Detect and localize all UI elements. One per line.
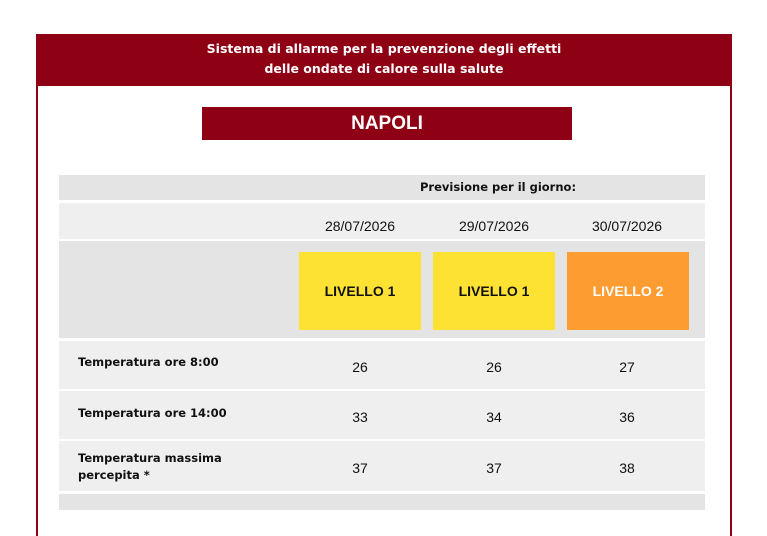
city-title: NAPOLI	[202, 107, 572, 140]
level-badge-day-3: LIVELLO 2	[567, 252, 689, 330]
row-label-temp-8: Temperatura ore 8:00	[78, 355, 219, 369]
table-footer-band	[59, 494, 705, 510]
value-temp-14-day-1: 33	[352, 409, 368, 425]
value-perceived-day-3: 38	[619, 460, 635, 476]
level-badge-day-1: LIVELLO 1	[299, 252, 421, 330]
value-perceived-day-2: 37	[486, 460, 502, 476]
level-badge-day-2: LIVELLO 1	[433, 252, 555, 330]
forecast-label: Previsione per il giorno:	[420, 180, 577, 194]
row-label-line-1: Temperatura massima	[78, 451, 222, 465]
value-perceived-day-1: 37	[352, 460, 368, 476]
date-day-3: 30/07/2026	[591, 218, 663, 234]
date-day-2: 29/07/2026	[458, 218, 530, 234]
header-line-1: Sistema di allarme per la prevenzione degli effetti	[206, 41, 562, 56]
bulletin-header	[36, 34, 732, 86]
header-line-2: delle ondate di calore sulla salute	[264, 61, 504, 76]
value-temp-8-day-1: 26	[352, 359, 368, 375]
value-temp-14-day-3: 36	[619, 409, 635, 425]
value-temp-8-day-2: 26	[486, 359, 502, 375]
date-day-1: 28/07/2026	[324, 218, 396, 234]
row-label-temp-14: Temperatura ore 14:00	[78, 406, 227, 420]
value-temp-8-day-3: 27	[619, 359, 635, 375]
row-label-line-2: percepita *	[78, 468, 150, 482]
row-label-perceived-max	[78, 450, 222, 484]
forecast-header-band	[59, 175, 705, 200]
value-temp-14-day-2: 34	[486, 409, 502, 425]
